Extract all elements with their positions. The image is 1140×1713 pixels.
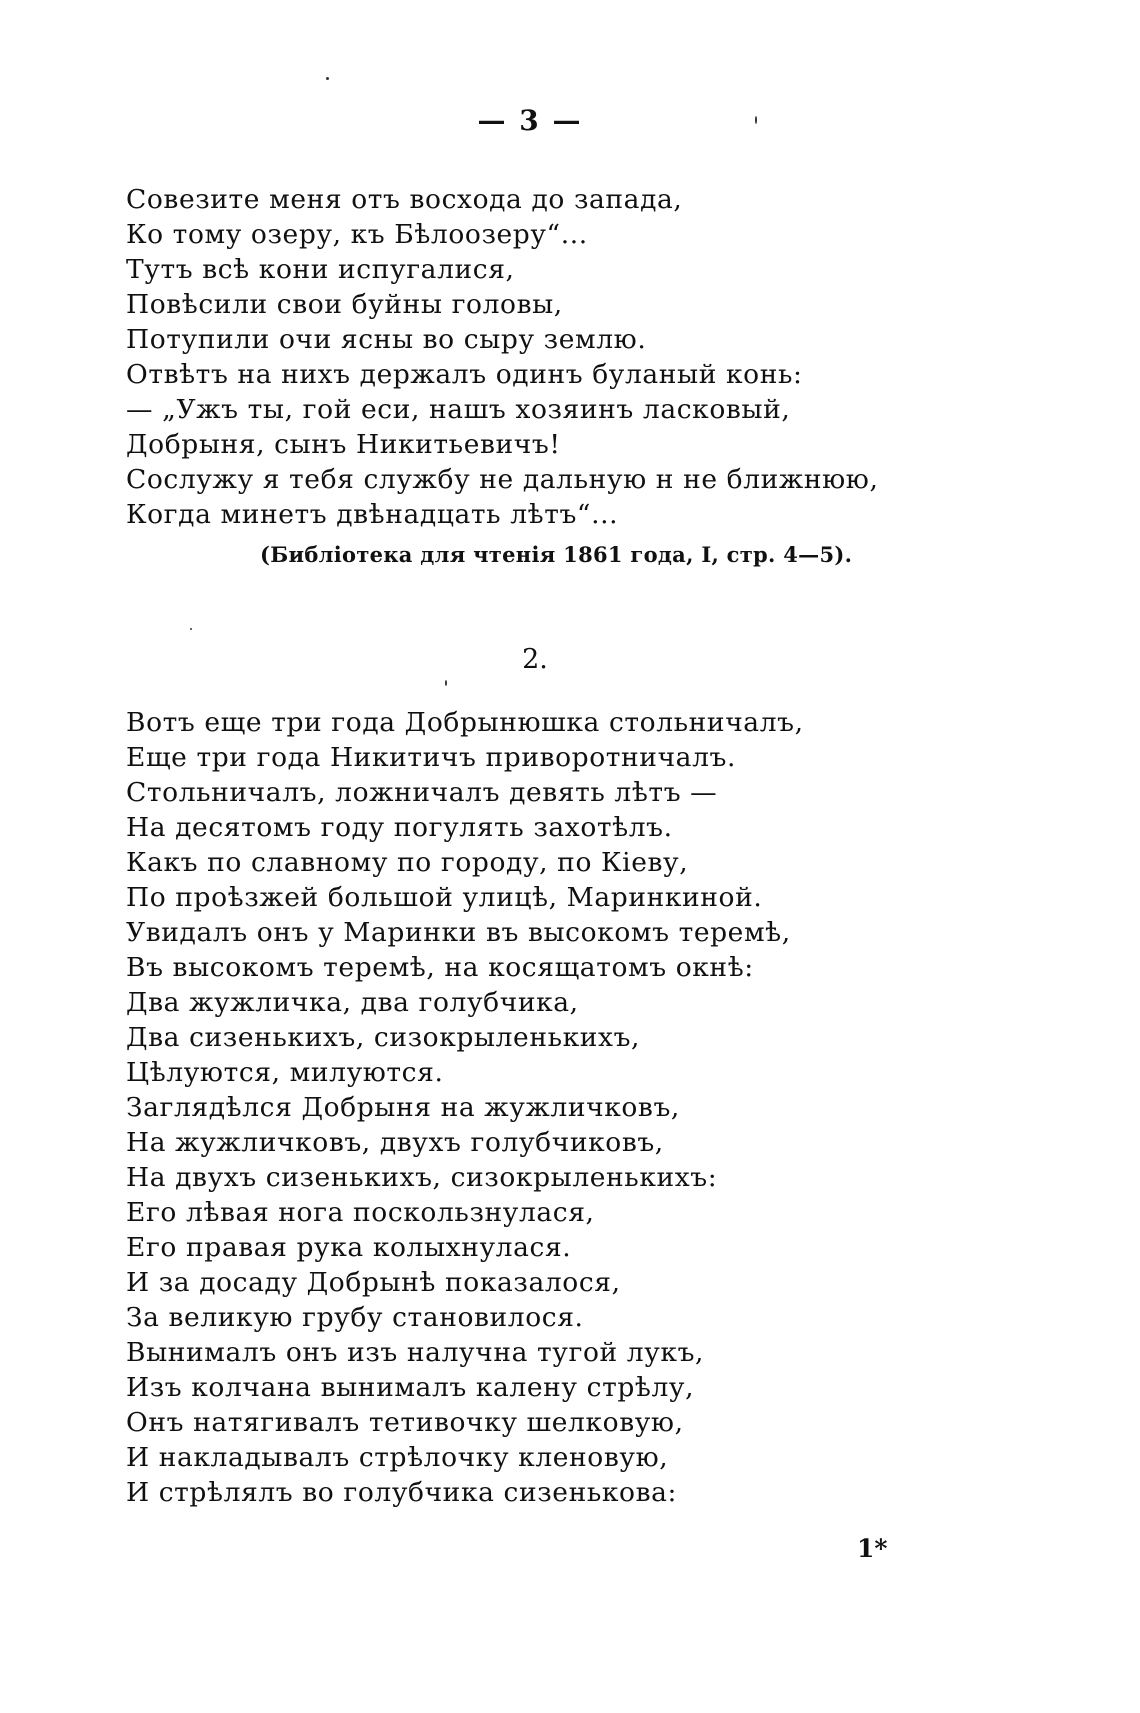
verse-line: Отвѣтъ на нихъ держалъ одинъ буланый конь: [126, 359, 803, 390]
print-speck [326, 77, 329, 80]
verse-line: Два жужличка, два голубчика, [126, 987, 579, 1018]
verse-line: За великую грубу становилося. [126, 1302, 584, 1333]
verse-line: — „Ужъ ты, гой еси, нашъ хозяинъ ласковый, [126, 394, 791, 425]
verse-line: Тутъ всѣ кони испугалися, [126, 254, 515, 285]
verse-line: Совезите меня отъ восхода до запада, [126, 184, 683, 215]
verse-line: Два сизенькихъ, сизокрыленькихъ, [126, 1022, 641, 1053]
verse-line: Когда минетъ двѣнадцать лѣтъ“... [126, 499, 619, 530]
print-speck [445, 680, 447, 686]
print-speck [190, 628, 192, 630]
verse-section-two [126, 705, 804, 1510]
verse-line: Потупили очи ясны во сыру землю. [126, 324, 647, 355]
verse-line: Какъ по славному по городу, по Кіеву, [126, 847, 689, 878]
verse-line: По проѣзжей большой улицѣ, Маринкиной. [126, 882, 763, 913]
source-citation: (Библіотека для чтенія 1861 года, I, стр. 4—5). [260, 542, 853, 567]
verse-line: Добрыня, сынъ Никитьевичъ! [126, 429, 561, 460]
verse-line: Его лѣвая нога поскользнулася, [126, 1197, 595, 1228]
verse-line: Стольничалъ, ложничалъ девять лѣтъ — [126, 777, 718, 808]
page-number: — 3 — [477, 104, 583, 137]
verse-line: Еще три года Никитичъ приворотничалъ. [126, 742, 737, 773]
verse-line: Заглядѣлся Добрыня на жужличковъ, [126, 1092, 680, 1123]
verse-line: Въ высокомъ теремѣ, на косящатомъ окнѣ: [126, 952, 754, 983]
verse-line: И за досаду Добрынѣ показалося, [126, 1267, 621, 1298]
verse-line: Сослужу я тебя службу не дальную н не ближнюю, [126, 464, 879, 495]
verse-line: Вынималъ онъ изъ налучна тугой лукъ, [126, 1337, 705, 1368]
verse-line: И стрѣлялъ во голубчика сизенькова: [126, 1477, 678, 1508]
verse-line: Увидалъ онъ у Маринки въ высокомъ теремѣ, [126, 917, 791, 948]
verse-line: Вотъ еще три года Добрынюшка стольничалъ, [126, 707, 804, 738]
section-number: 2. [522, 644, 548, 675]
verse-line: И накладывалъ стрѣлочку кленовую, [126, 1442, 669, 1473]
verse-line: Повѣсили свои буйны головы, [126, 289, 563, 320]
printer-signature-mark: 1* [857, 1534, 888, 1563]
verse-line: Ко тому озеру, къ Бѣлоозеру“... [126, 219, 588, 250]
verse-line: Его правая рука колыхнулася. [126, 1232, 572, 1263]
verse-line: Онъ натягивалъ тетивочку шелковую, [126, 1407, 684, 1438]
verse-section-one [126, 182, 879, 532]
verse-line: Изъ колчана вынималъ калену стрѣлу, [126, 1372, 695, 1403]
verse-line: На десятомъ году погулять захотѣлъ. [126, 812, 673, 843]
verse-line: На двухъ сизенькихъ, сизокрыленькихъ: [126, 1162, 718, 1193]
verse-line: Цѣлуются, милуются. [126, 1057, 444, 1088]
verse-line: На жужличковъ, двухъ голубчиковъ, [126, 1127, 664, 1158]
